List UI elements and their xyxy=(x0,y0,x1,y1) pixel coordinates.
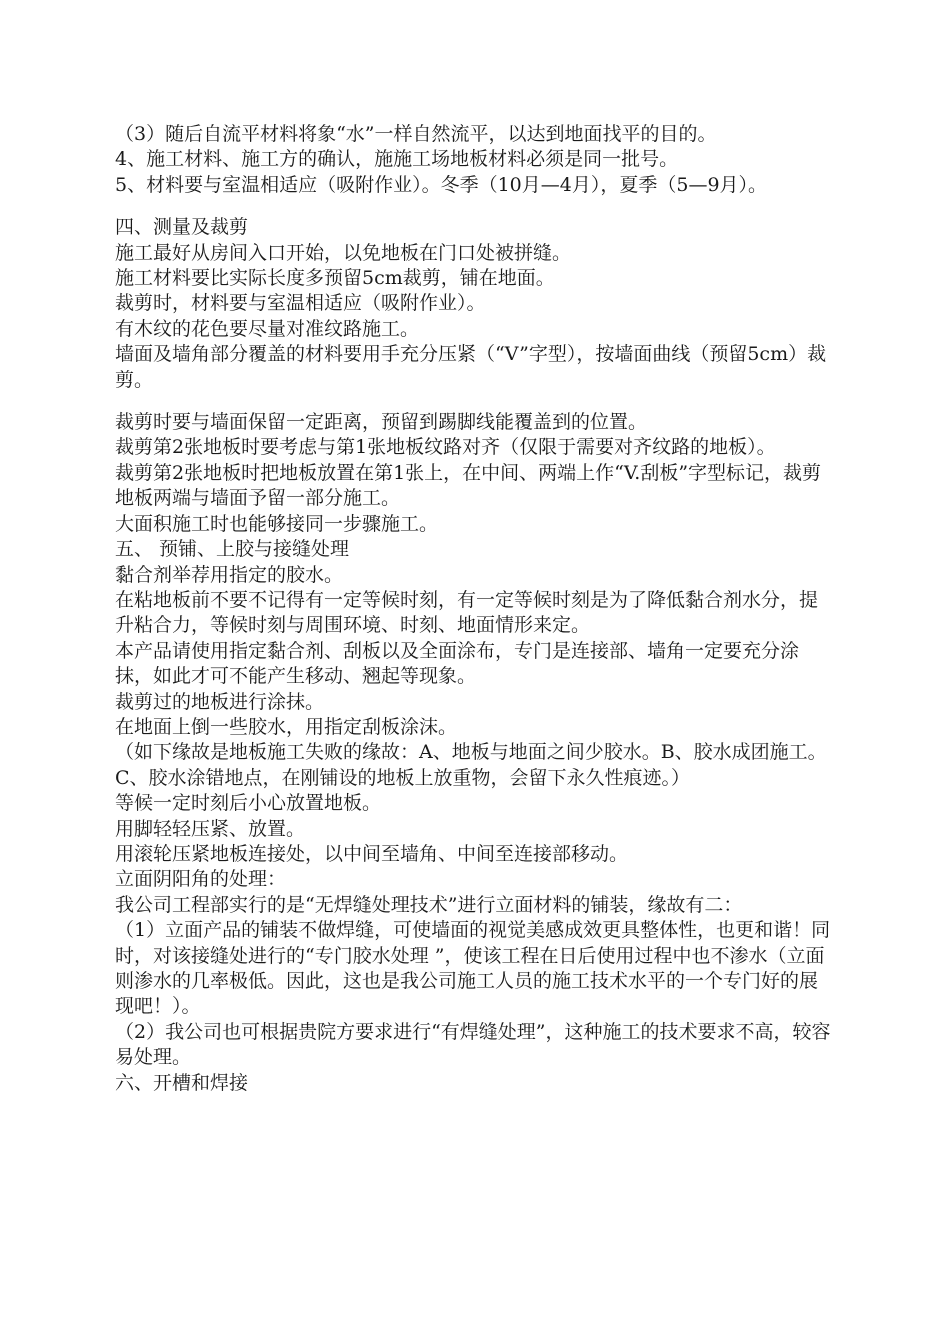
paragraph: 裁剪第2张地板时把地板放置在第1张上，在中间、两端上作“V.刮板”字型标记，裁剪地板两端与墙面予留一部分施工。 xyxy=(115,461,822,510)
section-heading-6: 六、开槽和焊接 xyxy=(115,1071,249,1094)
paragraph: 大面积施工时也能够接同一步骤施工。 xyxy=(115,512,439,535)
paragraph: 在粘地板前不要不记得有一定等候时刻，有一定等候时刻是为了降低黏合剂水分，提升粘合力，等候时刻与周围环境、时刻、地面情形来定。 xyxy=(115,588,819,637)
section-heading-5: 五、 预铺、上胶与接缝处理 xyxy=(115,538,350,561)
paragraph: 立面阴阳角的处理： xyxy=(115,868,287,891)
paragraph: 等候一定时刻后小心放置地板。 xyxy=(115,792,382,815)
section-heading-4: 四、测量及裁剪 xyxy=(115,216,249,239)
paragraph: 裁剪过的地板进行涂抹。 xyxy=(115,690,325,713)
paragraph: （如下缘故是地板施工失败的缘故：A、地板与地面之间少胶水。B、胶水成团施工。C、胶水涂错地点，在刚铺设的地板上放重物，会留下永久性痕迹。） xyxy=(115,741,827,789)
paragraph: 在地面上倒一些胶水，用指定刮板涂沫。 xyxy=(115,715,458,738)
paragraph: 裁剪时要与墙面保留一定距离，预留到踢脚线能覆盖到的位置。 xyxy=(115,411,648,434)
paragraph: 施工最好从房间入口开始，以免地板在门口处被拼缝。 xyxy=(115,241,572,264)
paragraph: 5、材料要与室温相适应（吸附作业）。冬季（10月—4月），夏季（5—9月）。 xyxy=(115,173,768,196)
paragraph: （2）我公司也可根据贵院方要求进行“有焊缝处理”，这种施工的技术要求不高，较容易处理。 xyxy=(115,1020,831,1069)
paragraph: 黏合剂举荐用指定的胶水。 xyxy=(115,563,344,586)
paragraph: 本产品请使用指定黏合剂、刮板以及全面涂布，专门是连接部、墙角一定要充分涂抹，如此才可不能产生移动、翘起等现象。 xyxy=(115,639,800,688)
paragraph: 裁剪第2张地板时要考虑与第1张地板纹路对齐（仅限于需要对齐纹路的地板）。 xyxy=(115,436,776,459)
paragraph: 有木纹的花色要尽量对准纹路施工。 xyxy=(115,317,420,340)
paragraph: 裁剪时，材料要与室温相适应（吸附作业）。 xyxy=(115,292,486,315)
paragraph: （3）随后自流平材料将象“水”一样自然流平，以达到地面找平的目的。 xyxy=(115,123,717,145)
paragraph: 用脚轻轻压紧、放置。 xyxy=(115,817,306,840)
paragraph: （1）立面产品的铺装不做焊缝，可使墙面的视觉美感成效更具整体性，也更和谐！同时，对该接缝处进行的“专门胶水处理 ”，使该工程在日后使用过程中也不渗水（立面则渗水的几率极低。因此，这也是我公司施工人员的施工技术水平的一个专门好的展现吧！）。 xyxy=(115,919,831,1018)
paragraph: 施工材料要比实际长度多预留5cm裁剪，铺在地面。 xyxy=(115,267,555,290)
paragraph: 用滚轮压紧地板连接处，以中间至墙角、中间至连接部移动。 xyxy=(115,842,629,865)
paragraph: 我公司工程部实行的是“无焊缝处理技术”进行立面材料的铺装，缘故有二： xyxy=(115,893,743,916)
paragraph: 4、施工材料、施工方的确认，施施工场地板材料必须是同一批号。 xyxy=(115,148,679,171)
paragraph: 墙面及墙角部分覆盖的材料要用手充分压紧（“V”字型），按墙面曲线（预留5cm）裁剪。 xyxy=(115,343,827,391)
document-body xyxy=(115,122,835,1096)
